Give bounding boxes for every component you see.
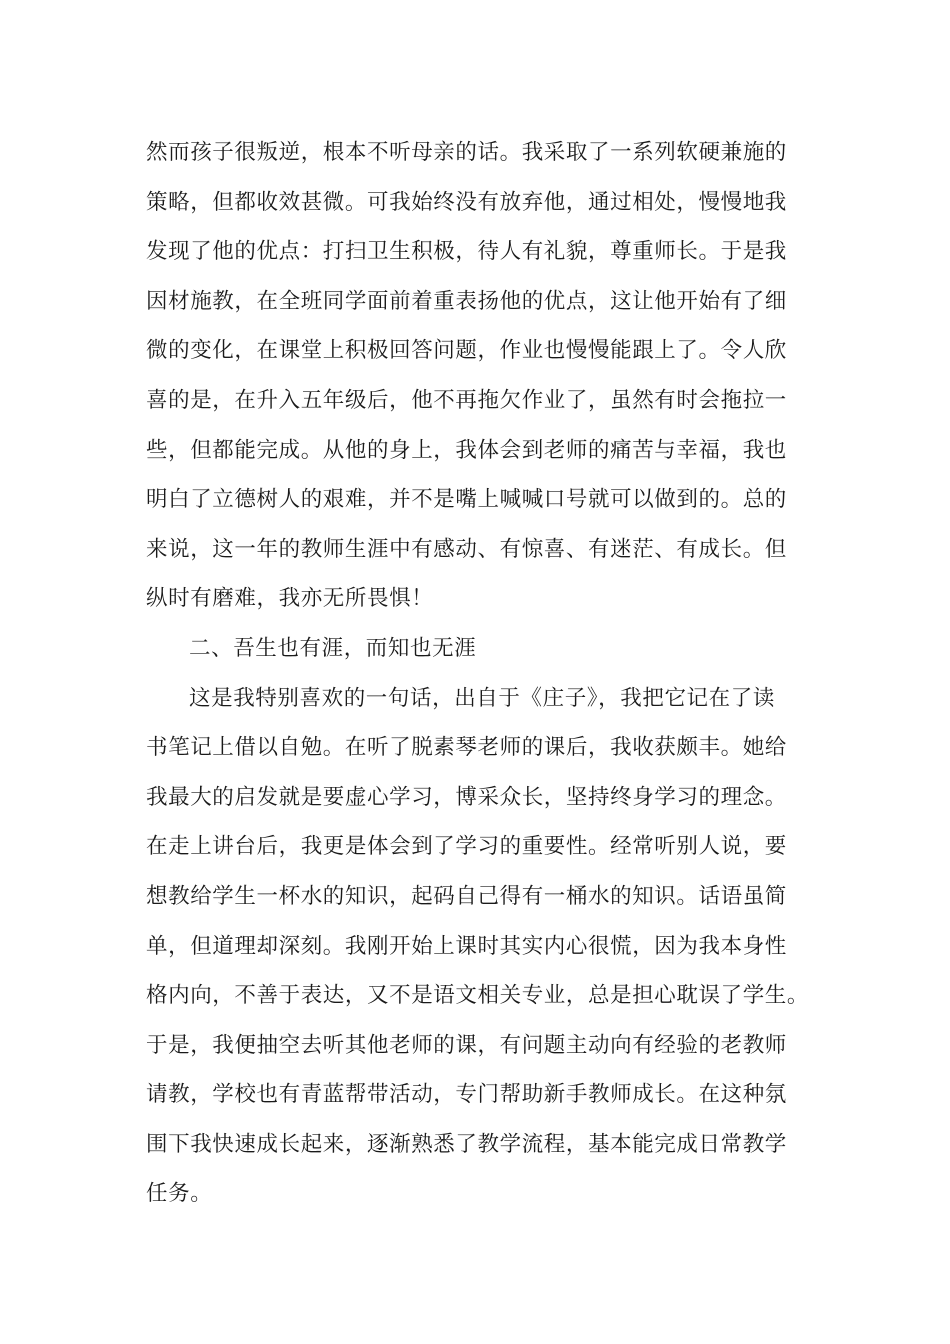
text-line: 任务。 — [146, 1181, 213, 1207]
text-line: 些，但都能完成。从他的身上，我体会到老师的痛苦与幸福，我也 — [146, 437, 787, 463]
text-line: 围下我快速成长起来，逐渐熟悉了教学流程，基本能完成日常教学 — [146, 1131, 787, 1157]
text-line: 喜的是，在升入五年级后，他不再拖欠作业了，虽然有时会拖拉一 — [146, 387, 787, 413]
text-line: 明白了立德树人的艰难，并不是嘴上喊喊口号就可以做到的。总的 — [146, 487, 787, 513]
text-line: 来说，这一年的教师生涯中有感动、有惊喜、有迷茫、有成长。但 — [146, 536, 787, 562]
text-line: 想教给学生一杯水的知识，起码自己得有一桶水的知识。话语虽简 — [146, 883, 787, 909]
text-line: 策略，但都收效甚微。可我始终没有放弃他，通过相处，慢慢地我 — [146, 189, 787, 215]
text-line: 在走上讲台后，我更是体会到了学习的重要性。经常听别人说，要 — [146, 834, 787, 860]
text-line: 单，但道理却深刻。我刚开始上课时其实内心很慌，因为我本身性 — [146, 933, 787, 959]
text-line: 因材施教，在全班同学面前着重表扬他的优点，这让他开始有了细 — [146, 288, 787, 314]
text-line: 格内向，不善于表达，又不是语文相关专业，总是担心耽误了学生。 — [146, 983, 810, 1009]
text-line: 于是，我便抽空去听其他老师的课，有问题主动向有经验的老教师 — [146, 1032, 787, 1058]
text-line: 发现了他的优点：打扫卫生积极，待人有礼貌，尊重师长。于是我 — [146, 239, 787, 265]
body-text — [146, 128, 810, 1219]
text-line: 纵时有磨难，我亦无所畏惧！ — [146, 586, 434, 612]
text-line: 书笔记上借以自勉。在听了脱素琴老师的课后，我收获颇丰。她给 — [146, 735, 787, 761]
text-line: 微的变化，在课堂上积极回答问题，作业也慢慢能跟上了。令人欣 — [146, 338, 787, 364]
paragraph-first-line: 这是我特别喜欢的一句话，出自于《庄子》，我把它记在了读 — [189, 685, 775, 711]
text-line: 然而孩子很叛逆，根本不听母亲的话。我采取了一系列软硬兼施的 — [146, 140, 787, 165]
section-heading: 二、吾生也有涯，而知也无涯 — [189, 635, 477, 661]
text-line: 请教，学校也有青蓝帮带活动，专门帮助新手教师成长。在这种氛 — [146, 1082, 787, 1108]
text-line: 我最大的启发就是要虚心学习，博采众长，坚持终身学习的理念。 — [146, 784, 787, 810]
